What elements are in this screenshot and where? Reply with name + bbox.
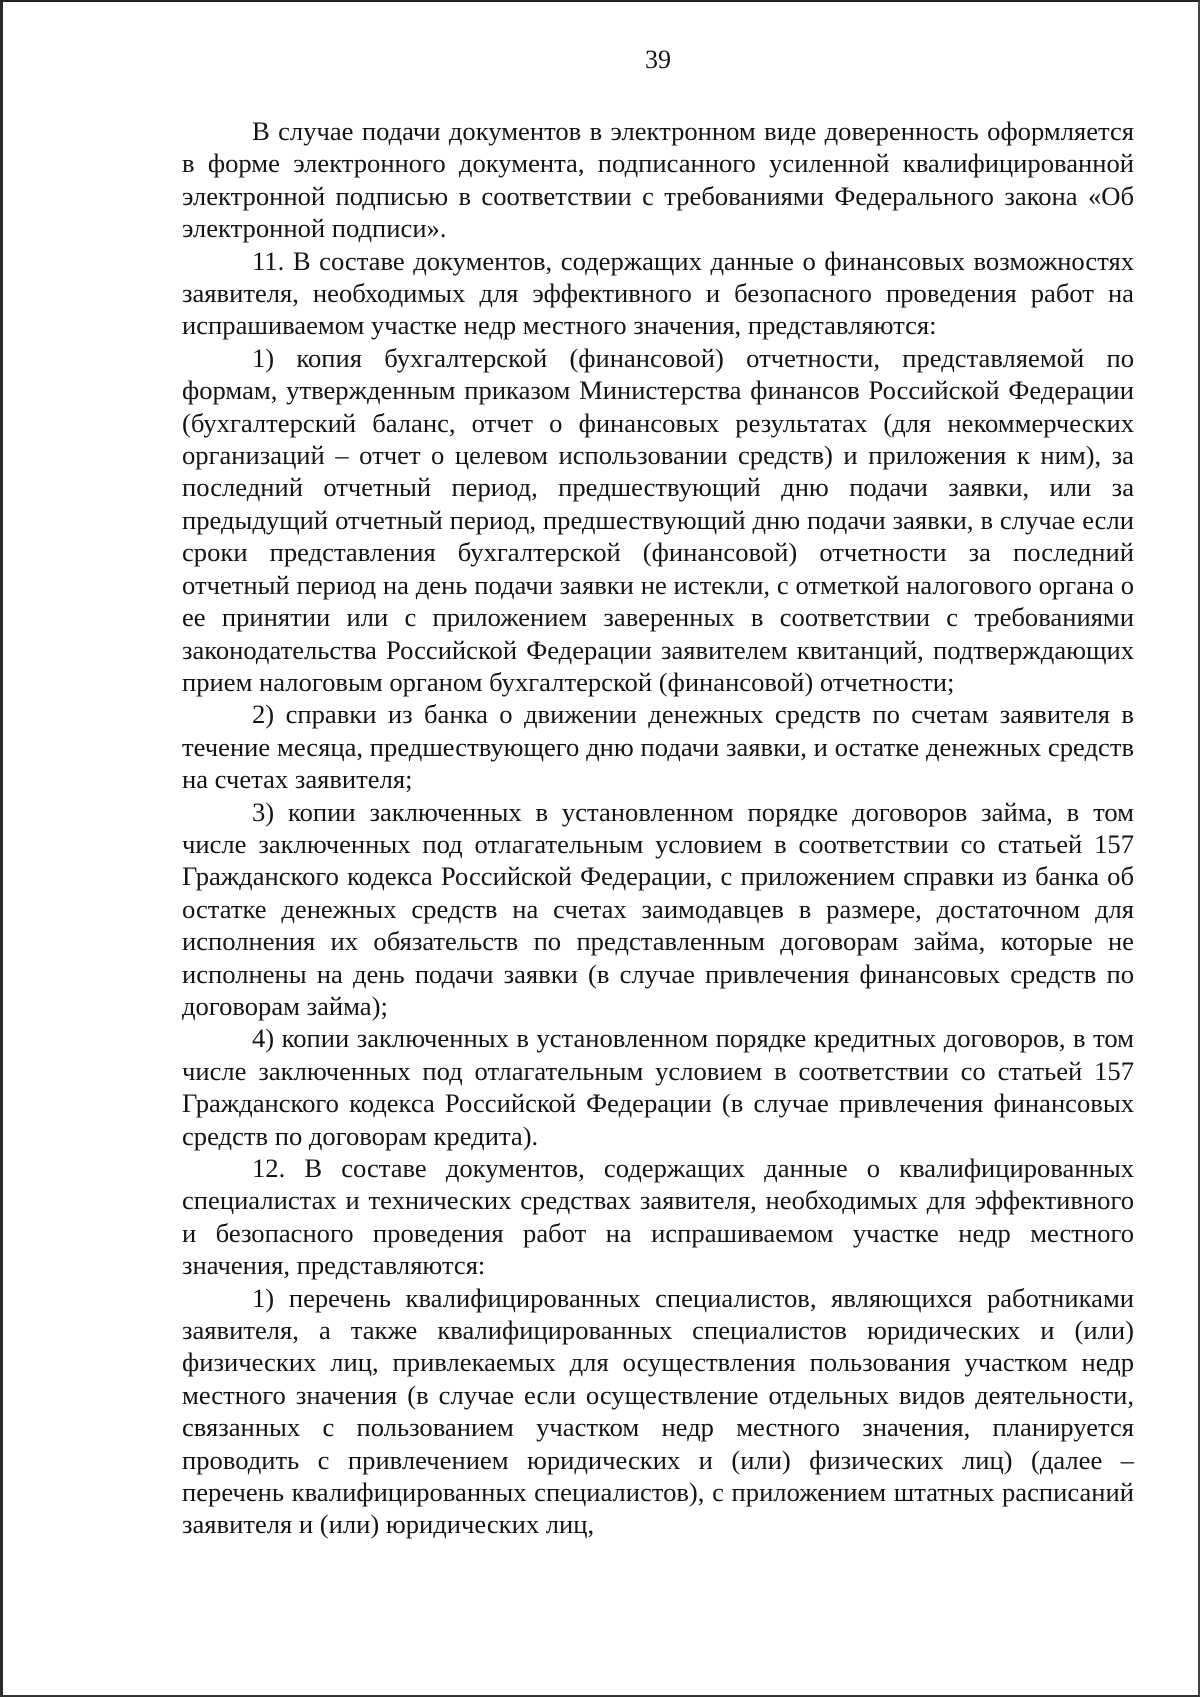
paragraph-item-12: 12. В составе документов, содержащих данные о квалифицированных специалистах и технических средствах заявителя, необходимых для эффективного и безопасного проведения работ на испрашиваемом участке недр местного значения, представляются: (182, 1153, 1134, 1281)
paragraph-item-11: 11. В составе документов, содержащих данные о финансовых возможностях заявителя, необходимых для эффективного и безопасного проведения работ на испрашиваемом участке недр местного значения, представляются: (182, 245, 1134, 341)
paragraph-11-sub-3: 3) копии заключенных в установленном порядке договоров займа, в том числе заключенных под отлагательным условием в соответствии со статьей 157 Гражданского кодекса Российской Федерации, с приложением справки из банка об остатке денежных средств на счетах заимодавцев в размере, достаточном для исполнения их обязательств по представленным договорам займа, которые не исполнены на день подачи заявки (в случае привлечения финансовых средств по договорам займа); (182, 796, 1134, 1021)
paragraph-11-sub-2: 2) справки из банка о движении денежных средств по счетам заявителя в течение месяца, предшествующего дню подачи заявки, и остатке денежных средств на счетах заявителя; (182, 699, 1134, 795)
scan-left-edge (0, 0, 3, 1697)
page-number: 39 (645, 45, 671, 74)
paragraph-11-sub-1: 1) копия бухгалтерской (финансовой) отчетности, представляемой по формам, утвержденным приказом Министерства финансов Российской Федерации (бухгалтерский баланс, отчет о финансовых результатах (для некоммерческих организаций – отчет о целевом использовании средств) и приложения к ним), за последний отчетный период, предшествующий дню подачи заявки, или за предыдущий отчетный период, предшествующий дню подачи заявки, в случае если сроки представления бухгалтерской (финансовой) отчетности за последний отчетный период на день подачи заявки не истекли, с отметкой налогового органа о ее принятии или с приложением заверенных в соответствии с требованиями законодательства Российской Федерации заявителем квитанций, подтверждающих прием налоговым органом бухгалтерской (финансовой) отчетности; (182, 342, 1134, 697)
document-body (182, 115, 1134, 1541)
paragraph-power-of-attorney: В случае подачи документов в электронном виде доверенность оформляется в форме электронного документа, подписанного усиленной квалифицированной электронной подписью в соответствии с требованиями Федерального закона «Об электронной подписи». (182, 116, 1134, 244)
scan-edge-mark (0, 0, 1200, 2)
paragraph-12-sub-1: 1) перечень квалифицированных специалистов, являющихся работниками заявителя, а также квалифицированных специалистов юридических и (или) физических лиц, привлекаемых для осуществления пользования участком недр местного значения (в случае если осуществление отдельных видов деятельности, связанных с пользованием участком недр местного значения, планируется проводить с привлечением юридических и (или) физических лиц) (далее – перечень квалифицированных специалистов), с приложением штатных расписаний заявителя и (или) юридических лиц, (182, 1282, 1134, 1540)
paragraph-11-sub-4: 4) копии заключенных в установленном порядке кредитных договоров, в том числе заключенных под отлагательным условием в соответствии со статьей 157 Гражданского кодекса Российской Федерации (в случае привлечения финансовых средств по договорам кредита). (182, 1023, 1134, 1151)
